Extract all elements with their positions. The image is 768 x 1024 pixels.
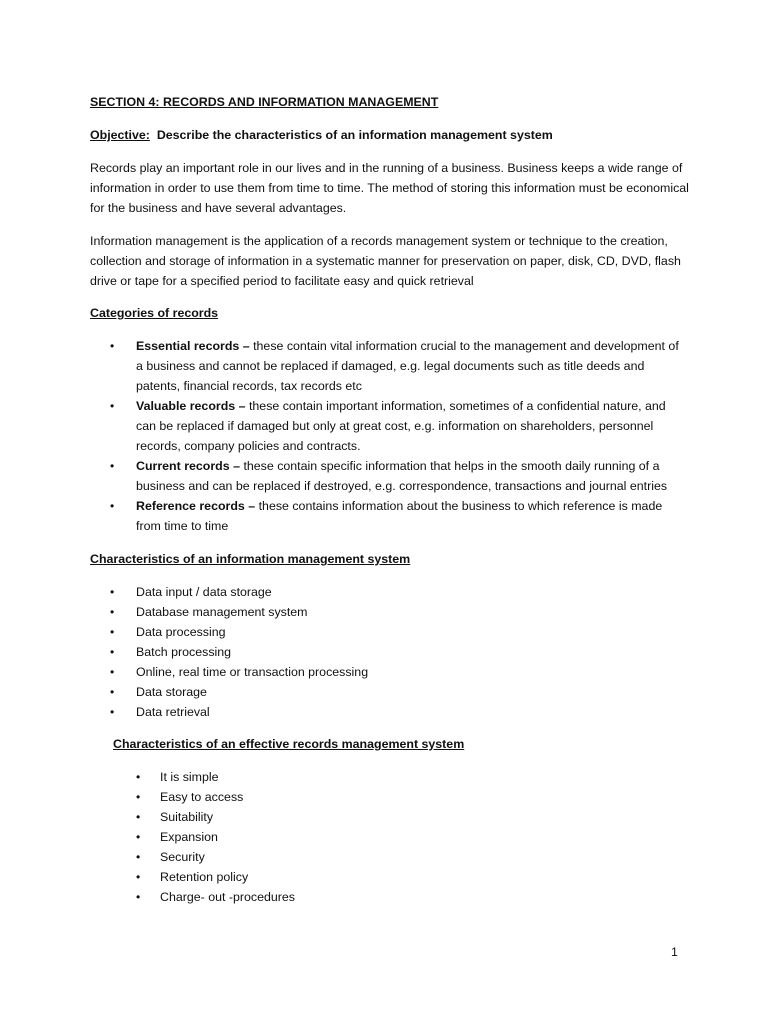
section-title: SECTION 4: RECORDS AND INFORMATION MANAGEMENT (90, 95, 439, 109)
ims-item-label: Database management system (136, 605, 308, 619)
rms-item-label: Expansion (160, 830, 218, 844)
rms-item-label: Charge- out -procedures (160, 890, 295, 904)
categories-list (110, 336, 688, 536)
category-description: these contain vital information crucial to the management and development of a business and cannot be replaced if damaged, e.g. legal documents such as title deeds and patents, financial records, tax records etc (136, 339, 679, 393)
bullet-icon: • (136, 810, 141, 824)
bullet-icon: • (136, 790, 141, 804)
bullet-icon: • (110, 685, 115, 699)
bullet-icon: • (110, 499, 115, 513)
list-item (110, 396, 688, 456)
definition-paragraph: Information management is the application of a records management system or technique to the creation, collection and storage of information in a systematic manner for preservation on paper, disk, CD, DVD, flash drive or tape for a specified period to facilitate easy and quick retrieval (90, 234, 681, 288)
ims-heading: Characteristics of an information management system (90, 552, 411, 566)
rms-item-label: Security (160, 850, 205, 864)
category-term: Reference records – (136, 499, 256, 513)
bullet-icon: • (110, 625, 115, 639)
category-description: these contain specific information that helps in the smooth daily running of a business and can be replaced if destroyed, e.g. correspondence, transactions and journal entries (136, 459, 668, 493)
objective-text: Describe the characteristics of an information management system (156, 128, 553, 142)
ims-list (110, 582, 688, 722)
list-item (110, 456, 688, 496)
bullet-icon: • (110, 645, 115, 659)
bullet-icon: • (136, 890, 141, 904)
list-item (136, 827, 680, 847)
list-item (110, 336, 688, 396)
category-term: Current records – (136, 459, 240, 473)
bullet-icon: • (136, 770, 141, 784)
list-item (136, 787, 680, 807)
list-item (136, 847, 680, 867)
objective-line (90, 125, 553, 145)
bullet-icon: • (110, 705, 115, 719)
list-item (110, 622, 688, 642)
ims-item-label: Data storage (136, 685, 207, 699)
bullet-icon: • (136, 870, 141, 884)
page-number: 1 (671, 945, 678, 959)
rms-item-label: It is simple (160, 770, 219, 784)
list-item (110, 702, 688, 722)
ims-item-label: Online, real time or transaction processing (136, 665, 369, 679)
categories-heading: Categories of records (90, 306, 219, 320)
list-item (136, 887, 680, 907)
category-term: Essential records – (136, 339, 250, 353)
rms-item-label: Easy to access (160, 790, 244, 804)
list-item (110, 642, 688, 662)
rms-item-label: Retention policy (160, 870, 249, 884)
list-item (110, 496, 688, 536)
intro-paragraph: Records play an important role in our lives and in the running of a business. Business keeps a wide range of information in order to use them from time to time. The method of storing this information must be economical for the business and have several advantages. (90, 161, 689, 215)
category-description: these contains information about the business to which reference is made from time to time (136, 499, 663, 533)
rms-list (136, 767, 680, 907)
rms-item-label: Suitability (160, 810, 214, 824)
ims-item-label: Batch processing (136, 645, 232, 659)
rms-heading: Characteristics of an effective records management system (113, 737, 465, 751)
list-item (110, 602, 688, 622)
list-item (136, 867, 680, 887)
bullet-icon: • (110, 459, 115, 473)
bullet-icon: • (136, 830, 141, 844)
ims-item-label: Data input / data storage (136, 585, 272, 599)
list-item (136, 807, 680, 827)
list-item (110, 662, 688, 682)
category-description: these contain important information, sometimes of a confidential nature, and can be replaced if damaged but only at great cost, e.g. information on shareholders, personnel records, company policies and contracts. (136, 399, 666, 453)
ims-item-label: Data retrieval (136, 705, 210, 719)
list-item (136, 767, 680, 787)
ims-item-label: Data processing (136, 625, 226, 639)
bullet-icon: • (110, 585, 115, 599)
bullet-icon: • (110, 339, 115, 353)
objective-label: Objective: (90, 128, 150, 142)
list-item (110, 682, 688, 702)
bullet-icon: • (136, 850, 141, 864)
category-term: Valuable records – (136, 399, 246, 413)
bullet-icon: • (110, 605, 115, 619)
bullet-icon: • (110, 399, 115, 413)
list-item (110, 582, 688, 602)
bullet-icon: • (110, 665, 115, 679)
